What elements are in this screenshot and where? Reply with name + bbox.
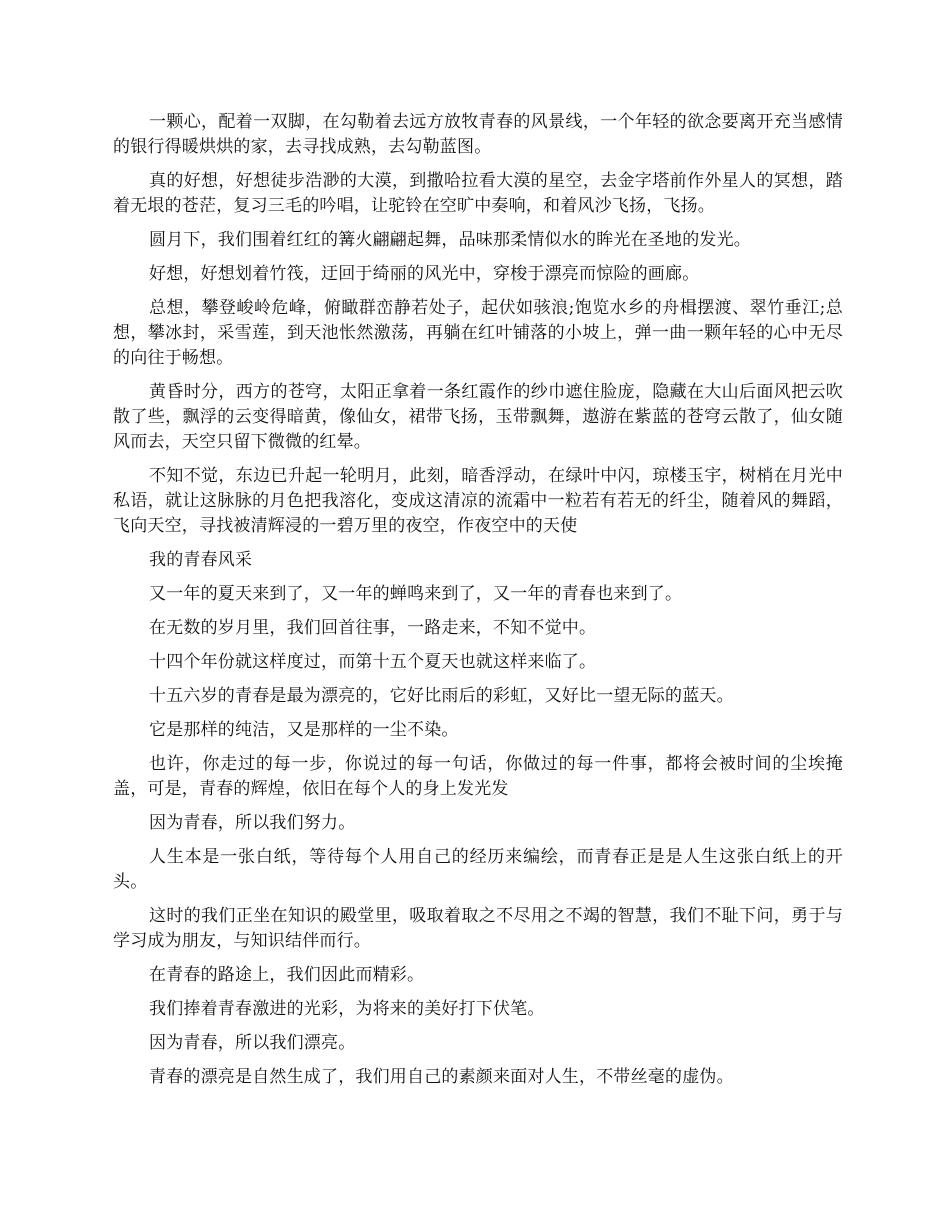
paragraph: 青春的漂亮是自然生成了，我们用自己的素颜来面对人生，不带丝毫的虚伪。 bbox=[149, 1067, 734, 1087]
paragraph: 十五六岁的青春是最为漂亮的，它好比雨后的彩虹，又好比一望无际的蓝天。 bbox=[149, 686, 734, 706]
section-heading: 我的青春风采 bbox=[149, 550, 253, 570]
paragraph: 人生本是一张白纸，等待每个人用自己的经历来编绘，而青春正是是人生这张白纸上的开头。 bbox=[113, 847, 843, 892]
paragraph: 好想，好想划着竹筏，迂回于绮丽的风光中，穿梭于漂亮而惊险的画廊。 bbox=[149, 264, 700, 284]
paragraph: 在无数的岁月里，我们回首往事，一路走来，不知不觉中。 bbox=[149, 618, 597, 638]
paragraph: 总想，攀登峻岭危峰，俯瞰群峦静若处子，起伏如骇浪;饱览水乡的舟楫摆渡、翠竹垂江;总想，攀冰封，采雪莲，到天池怅然激荡，再躺在红叶铺落的小坡上，弹一曲一颗年轻的心中无尽的向往于畅想。 bbox=[113, 298, 843, 368]
paragraph: 又一年的夏天来到了，又一年的蝉鸣来到了，又一年的青春也来到了。 bbox=[149, 584, 683, 604]
paragraph: 一颗心，配着一双脚，在勾勒着去远方放牧青春的风景线，一个年轻的欲念要离开充当感情的银行得暖烘烘的家，去寻找成熟，去勾勒蓝图。 bbox=[113, 112, 843, 157]
paragraph: 我们捧着青春激进的光彩，为将来的美好打下伏笔。 bbox=[149, 999, 545, 1019]
paragraph: 它是那样的纯洁，又是那样的一尘不染。 bbox=[149, 720, 459, 740]
paragraph: 因为青春，所以我们漂亮。 bbox=[149, 1033, 356, 1053]
document-page bbox=[113, 110, 843, 1090]
paragraph: 不知不觉，东边已升起一轮明月，此刻，暗香浮动，在绿叶中闪，琼楼玉宇，树梢在月光中私语，就让这脉脉的月色把我溶化，变成这清凉的流霜中一粒若有若无的纤尘，随着风的舞蹈，飞向天空，寻找被清辉浸的一碧万里的夜空，作夜空中的天使 bbox=[113, 466, 843, 536]
paragraph: 黄昏时分，西方的苍穹，太阳正拿着一条红霞作的纱巾遮住脸庞，隐藏在大山后面风把云吹散了些，飘浮的云变得暗黄，像仙女，裙带飞扬，玉带飘舞，遨游在紫蓝的苍穹云散了，仙女随风而去，天空只留下微微的红晕。 bbox=[113, 382, 843, 452]
paragraph: 因为青春，所以我们努力。 bbox=[149, 813, 356, 833]
paragraph: 真的好想，好想徒步浩渺的大漠，到撒哈拉看大漠的星空，去金字塔前作外星人的冥想，踏着无垠的苍茫，复习三毛的吟唱，让驼铃在空旷中奏响，和着风沙飞扬，飞扬。 bbox=[113, 171, 843, 216]
paragraph: 圆月下，我们围着红红的篝火翩翩起舞，品味那柔情似水的眸光在圣地的发光。 bbox=[149, 230, 751, 250]
paragraph: 在青春的路途上，我们因此而精彩。 bbox=[149, 965, 425, 985]
paragraph: 十四个年份就这样度过，而第十五个夏天也就这样来临了。 bbox=[149, 652, 597, 672]
paragraph: 也许，你走过的每一步，你说过的每一句话，你做过的每一件事，都将会被时间的尘埃掩盖，可是，青春的辉煌，依旧在每个人的身上发光发 bbox=[113, 754, 843, 799]
paragraph: 这时的我们正坐在知识的殿堂里，吸取着取之不尽用之不竭的智慧，我们不耻下问，勇于与学习成为朋友，与知识结伴而行。 bbox=[113, 906, 843, 951]
